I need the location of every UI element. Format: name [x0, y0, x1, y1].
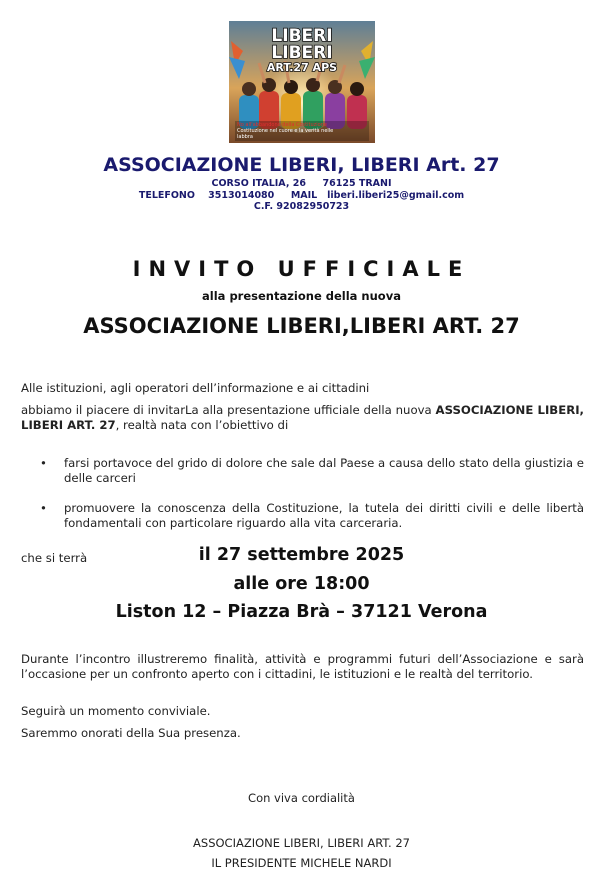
- objective-text: farsi portavoce del grido di dolore che sale dal Paese a causa dello stato della giustizia e delle carceri: [64, 456, 584, 485]
- outro-paragraph: Durante l’incontro illustreremo finalità, attività e programmi futuri dell’Associazione e sarà l’occasione per un confronto aperto con i cittadini, le istituzioni e le realtà del territorio.: [21, 652, 584, 681]
- event-date: il 27 settembre 2025: [198, 545, 405, 565]
- closing-regards: Con viva cordialità: [248, 791, 355, 805]
- intro-association-name: ASSOCIAZIONE LIBERI, LIBERI ART. 27: [21, 403, 584, 432]
- intro-text-after: , realtà nata con l’obiettivo di: [115, 418, 289, 432]
- svg-text:labbra: labbra: [237, 134, 253, 140]
- event-intro-label: che si terrà: [21, 551, 88, 565]
- svg-text:LIBERI: LIBERI: [271, 26, 333, 46]
- recipients-line: Alle istituzioni, agli operatori dell’informazione e ai cittadini: [21, 381, 370, 395]
- signature-association: ASSOCIAZIONE LIBERI, LIBERI ART. 27: [193, 836, 410, 850]
- intro-paragraph: [21, 403, 584, 433]
- event-location: Liston 12 – Piazza Brà – 37121 Verona: [115, 602, 488, 622]
- svg-text:ART.27 APS: ART.27 APS: [266, 61, 338, 74]
- bullet-icon: •: [40, 501, 47, 515]
- bullet-icon: •: [40, 456, 47, 470]
- honored-line: Saremmo onorati della Sua presenza.: [21, 726, 241, 740]
- svg-text:Costituzione nel cuore e la ve: Costituzione nel cuore e la verità nelle: [237, 128, 334, 134]
- association-heading: ASSOCIAZIONE LIBERI,LIBERI ART. 27: [83, 314, 520, 338]
- fiscal-code-line: C.F. 92082950723: [253, 201, 350, 212]
- association-logo: [229, 21, 375, 143]
- logo-image: [229, 21, 375, 143]
- intro-text-before: abbiamo il piacere di invitarLa alla presentazione ufficiale della nuova: [21, 403, 436, 417]
- event-time: alle ore 18:00: [233, 574, 370, 594]
- svg-text:No all'abbandono della Costitu: No all'abbandono della Costituzione: [237, 122, 327, 128]
- objective-text: promuovere la conoscenza della Costituzione, la tutela dei diritti civili e delle libertà fondamentali con particolare riguardo alla vita carceraria.: [64, 501, 584, 530]
- svg-text:LIBERI: LIBERI: [271, 43, 333, 63]
- invitation-title: INVITO UFFICIALE: [132, 257, 471, 281]
- invitation-subtitle: alla presentazione della nuova: [202, 289, 401, 303]
- association-name: ASSOCIAZIONE LIBERI, LIBERI Art. 27: [103, 154, 500, 176]
- convivial-line: Seguirà un momento conviviale.: [21, 704, 211, 718]
- contact-line: TELEFONO 3513014080 MAIL liberi.liberi25@gmail.com: [138, 190, 465, 201]
- signature-president: IL PRESIDENTE MICHELE NARDI: [211, 856, 392, 870]
- address-line: CORSO ITALIA, 26 76125 TRANI: [211, 178, 392, 189]
